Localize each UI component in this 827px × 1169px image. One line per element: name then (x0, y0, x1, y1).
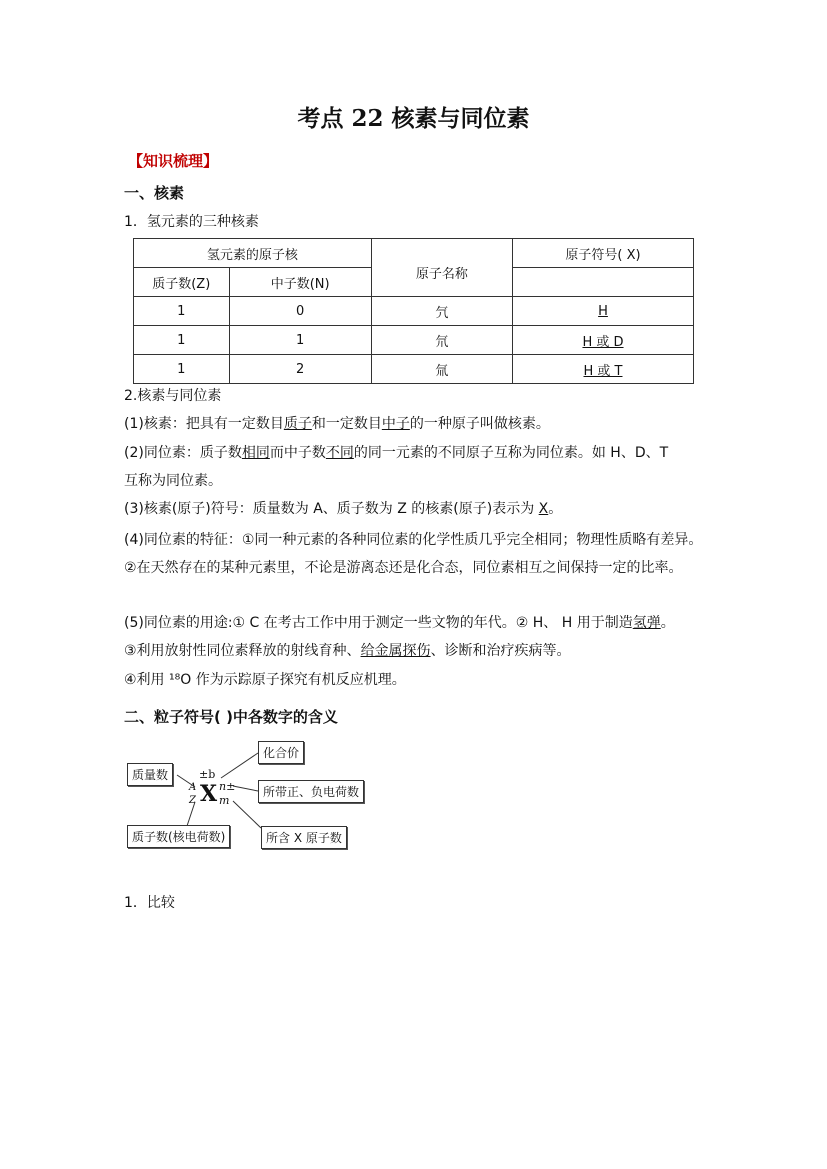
cell-name: 氕 (371, 297, 512, 326)
valence-sup: ±b (199, 768, 216, 781)
table-group-header: 氢元素的原子核 (134, 239, 372, 268)
cell-n: 0 (229, 297, 371, 326)
para-isotope-uses-4: ④利用 ¹⁸O 作为示踪原子探究有机反应机理。 (124, 672, 406, 688)
mass-number-sup: A (189, 782, 197, 793)
para-isotope-uses-3: ③利用放射性同位素释放的射线育种、给金属探伤、诊断和治疗疾病等。 (124, 643, 571, 659)
heading-nuclide: 一、核素 (124, 184, 185, 202)
cell-n: 2 (229, 355, 371, 384)
para-nuclide-symbol: (3)核素(原子)符号：质量数为 A、质子数为 Z 的核素(原子)表示为 X。 (124, 501, 563, 517)
hydrogen-nuclide-table (133, 238, 694, 384)
label-atom-count: 所含 X 原子数 (261, 826, 347, 849)
label-mass-number: 质量数 (127, 763, 173, 786)
table-row (134, 326, 694, 355)
charge-sup: n± (219, 780, 236, 793)
para-nuclide-def: (1)核素：把具有一定数目质子和一定数目中子的一种原子叫做核素。 (124, 416, 550, 432)
cell-symbol (513, 297, 694, 326)
table-header-proton: 质子数(Z) (134, 268, 230, 297)
heading-particle-symbol: 二、粒子符号( )中各数字的含义 (124, 708, 338, 726)
para-isotope-def: (2)同位素：质子数相同而中子数不同的同一元素的不同原子互称为同位素。如 H、D、T (124, 445, 669, 461)
cell-z: 1 (134, 355, 230, 384)
cell-name: 氘 (371, 326, 512, 355)
para-isotope-features: (4)同位素的特征：①同一种元素的各种同位素的化学性质几乎完全相同；物理性质略有差异。②在天然存在的某种元素里，不论是游离态还是化合态，同位素相互之间保持一定的比率。 (124, 532, 703, 576)
table-header-symbol: 原子符号( X) (513, 239, 694, 268)
para-isotope-def-cont: 互称为同位素。 (124, 473, 222, 489)
atom-count-sub: m (219, 794, 230, 807)
symbol-text: H 或 D (582, 334, 624, 350)
label-charge: 所带正、负电荷数 (258, 780, 364, 803)
table-row (134, 297, 694, 326)
label-valence: 化合价 (258, 741, 304, 764)
page-title: 考点 22 核素与同位素 (297, 105, 530, 132)
subheading-nuclide-isotope: 2.核素与同位素 (124, 388, 222, 404)
cell-name: 氚 (371, 355, 512, 384)
table-header-name: 原子名称 (371, 239, 512, 297)
proton-number-sub: Z (189, 795, 196, 806)
subheading-comparison: 1．比较 (124, 895, 175, 911)
para-isotope-uses: (5)同位素的用途:① C 在考古工作中用于测定一些文物的年代。② H、 H 用于制造氢弹。 (124, 615, 675, 631)
element-symbol-x: X (200, 781, 218, 807)
subheading-hydrogen-nuclides: 1．氢元素的三种核素 (124, 214, 259, 230)
symbol-text: H 或 T (583, 363, 623, 379)
particle-symbol-diagram (125, 738, 375, 853)
table-header-neutron: 中子数(N) (229, 268, 371, 297)
table-row (134, 355, 694, 384)
cell-symbol (513, 326, 694, 355)
cell-symbol (513, 355, 694, 384)
section-tag: 【知识梳理】 (128, 152, 219, 170)
cell-z: 1 (134, 297, 230, 326)
symbol-text: H (598, 303, 608, 319)
table-header-symbol-blank (513, 268, 694, 297)
label-proton-number: 质子数(核电荷数) (127, 825, 230, 848)
cell-z: 1 (134, 326, 230, 355)
cell-n: 1 (229, 326, 371, 355)
